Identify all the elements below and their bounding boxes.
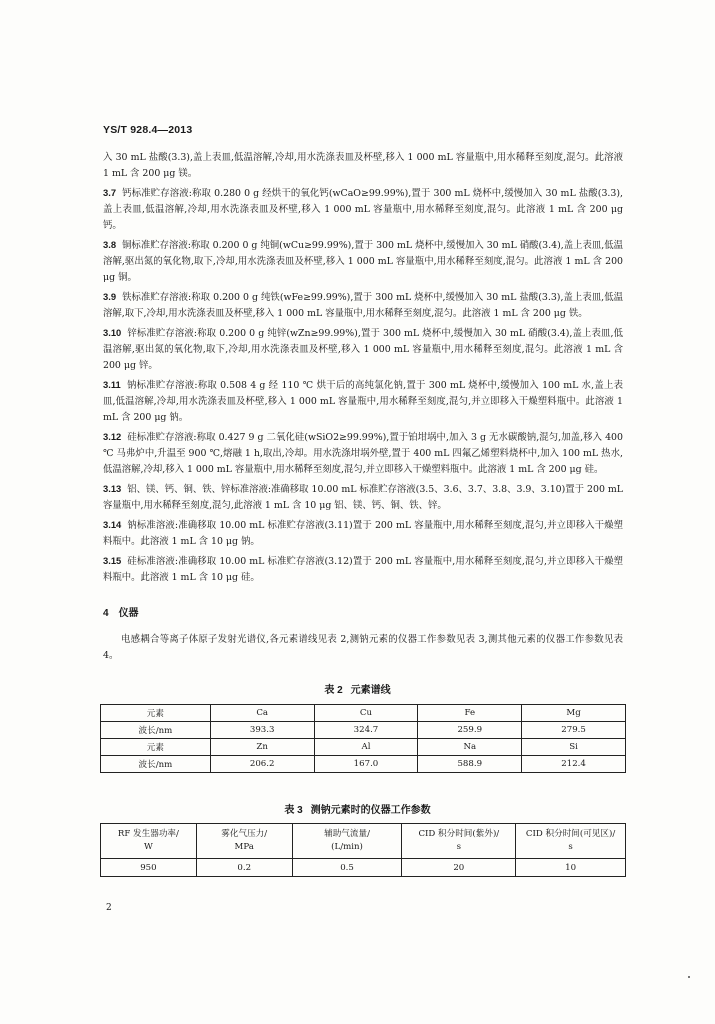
clause-text: 硅标准贮存溶液:称取 0.427 9 g 二氧化硅(wSiO2≥99.99%),置于铂坩埚中,加入 3 g 无水碳酸钠,混匀,加盖,移入 400 ℃ 马弗炉中,升温至 900 ℃,熔融 1 h,取出,冷却。用水洗涤坩埚外壁,置于 400 mL 四氟乙烯塑料烧杯中,加入 100 mL 热水,低温溶解,冷却,移入 1 000 mL 容量瓶中,用水稀释至刻度,混匀,并立即移入干燥塑料瓶中。此溶液 1 mL 含 200 μg 硅。	[103, 432, 623, 475]
table2-caption-number: 表 2	[324, 685, 343, 696]
column-header	[516, 824, 626, 859]
page-number: 2	[106, 903, 112, 913]
clause-text: 钙标准贮存溶液:称取 0.280 0 g 经烘干的氧化钙(wCaO≥99.99%),置于 300 mL 烧杯中,缓慢加入 30 mL 盐酸(3.3),盖上表皿,低温溶解,冷却,用水洗涤表皿及杯壁,移入 1 000 mL 容量瓶中,用水稀释至刻度,混匀。此溶液 1 mL 含 200 μg 钙。	[103, 188, 623, 231]
header-line: CID 积分时间(可见区)/	[525, 829, 616, 839]
table-cell: 20	[402, 859, 516, 877]
header-line: 辅助气流量/	[324, 829, 370, 839]
paragraph	[103, 553, 623, 586]
table-cell: 393.3	[210, 722, 314, 739]
table2-caption-title: 元素谱线	[350, 685, 391, 696]
header-line: (L/min)	[331, 842, 363, 852]
clause-text: 锌标准贮存溶液:称取 0.200 0 g 纯锌(wZn≥99.99%),置于 300 mL 烧杯中,缓慢加入 30 mL 硝酸(3.4),盖上表皿,低温溶解,驱出氮的氧化物,取下,冷却,用水洗涤表皿及杯壁,移入 1 000 mL 容量瓶中,用水稀释至刻度,混匀。此溶液 1 mL 含 200 μg 锌。	[103, 328, 623, 371]
header-line: CID 积分时间(紫外)/	[418, 829, 500, 839]
clause-text: 入 30 mL 盐酸(3.3),盖上表皿,低温溶解,冷却,用水洗涤表皿及杯壁,移入 1 000 mL 容量瓶中,用水稀释至刻度,混匀。此溶液 1 mL 含 200 μg 镁。	[103, 152, 623, 179]
clause-text: 铁标准贮存溶液:称取 0.200 0 g 纯铁(wFe≥99.99%),置于 300 mL 烧杯中,缓慢加入 30 mL 盐酸(3.3),盖上表皿,低温溶解,取下,冷却,用水洗涤表皿及杯壁,移入 1 000 mL 容量瓶中,用水稀释至刻度,混匀。此溶液 1 mL 含 200 μg 铁。	[103, 292, 623, 319]
scan-speck	[688, 976, 690, 978]
column-header	[101, 824, 197, 859]
table-cell: 588.9	[418, 756, 522, 773]
header-line: s	[456, 842, 462, 852]
row-header-cell: 波长/nm	[101, 756, 211, 773]
clause-text: 铜标准贮存溶液:称取 0.200 0 g 纯铜(wCu≥99.99%),置于 300 mL 烧杯中,缓慢加入 30 mL 硝酸(3.4),盖上表皿,低温溶解,驱出氮的氧化物,取下,冷却,用水洗涤表皿及杯壁,移入 1 000 mL 容量瓶中,用水稀释至刻度,混匀。此溶液 1 mL 含 200 μg 铜。	[103, 240, 623, 283]
column-header	[292, 824, 402, 859]
clause-number: 3.13	[103, 483, 122, 494]
table-cell: 324.7	[314, 722, 418, 739]
paragraph	[103, 517, 623, 550]
paragraph	[103, 325, 623, 374]
table-cell: 279.5	[522, 722, 626, 739]
clause-number: 3.15	[103, 555, 122, 566]
paragraph	[103, 377, 623, 426]
header-line: W	[143, 842, 153, 852]
table-cell: 206.2	[210, 756, 314, 773]
header-line: 雾化气压力/	[221, 829, 268, 839]
table-row	[101, 739, 626, 756]
table-cell: Si	[522, 739, 626, 756]
table-cell: Cu	[314, 705, 418, 722]
section-number: 4	[103, 608, 109, 619]
table3-caption	[0, 801, 715, 816]
table-cell: Al	[314, 739, 418, 756]
row-header-cell: 波长/nm	[101, 722, 211, 739]
paragraph	[103, 289, 623, 322]
section-heading	[103, 604, 139, 619]
table-row	[101, 722, 626, 739]
table-row	[101, 756, 626, 773]
table-cell: 10	[516, 859, 626, 877]
table3-caption-title: 测钠元素时的仪器工作参数	[310, 805, 431, 816]
clause-number: 3.9	[103, 291, 117, 302]
row-header-cell: 元素	[101, 705, 211, 722]
clause-number: 3.11	[103, 379, 121, 390]
sodium-instrument-parameters-table	[100, 823, 626, 877]
table-cell: 167.0	[314, 756, 418, 773]
header-line: s	[568, 842, 573, 852]
paragraph	[103, 429, 623, 478]
row-header-cell: 元素	[101, 739, 211, 756]
clause-text: 钠标准贮存溶液:称取 0.508 4 g 经 110 ℃ 烘干后的高纯氯化钠,置于 300 mL 烧杯中,缓慢加入 100 mL 水,盖上表皿,低温溶解,冷却,用水洗涤表皿及杯壁,移入 1 000 mL 容量瓶中,用水稀释至刻度,混匀,并立即移入干燥塑料瓶中。此溶液 1 mL 含 200 μg 钠。	[103, 380, 623, 423]
clause-number: 3.7	[103, 187, 117, 198]
paragraph	[103, 237, 623, 286]
table-cell: Fe	[418, 705, 522, 722]
table-cell: 259.9	[418, 722, 522, 739]
table-cell: 0.2	[196, 859, 292, 877]
table-cell: 212.4	[522, 756, 626, 773]
clause-text: 硅标准溶液:准确移取 10.00 mL 标准贮存溶液(3.12)置于 200 mL 容量瓶中,用水稀释至刻度,混匀,并立即移入干燥塑料瓶中。此溶液 1 mL 含 10 μg 硅。	[103, 556, 623, 583]
clause-number: 3.10	[103, 327, 122, 338]
table-cell: Zn	[210, 739, 314, 756]
clause-text: 铝、镁、钙、铜、铁、锌标准溶液:准确移取 10.00 mL 标准贮存溶液(3.5、3.6、3.7、3.8、3.9、3.10)置于 200 mL 容量瓶中,用水稀释至刻度,混匀,此溶液 1 mL 含 10 μg 铝、镁、钙、铜、铁、锌。	[103, 484, 624, 511]
standard-number: YS/T 928.4—2013	[103, 124, 193, 136]
column-header	[196, 824, 292, 859]
table-row	[101, 859, 626, 877]
table-cell: 0.5	[292, 859, 402, 877]
paragraph	[103, 481, 623, 514]
section-title: 仪器	[118, 608, 139, 619]
header-row	[101, 824, 626, 859]
clause-number: 3.8	[103, 239, 117, 250]
column-header	[402, 824, 516, 859]
table-row	[101, 705, 626, 722]
table-cell: Na	[418, 739, 522, 756]
table-cell: 950	[101, 859, 197, 877]
clause-number: 3.14	[103, 519, 122, 530]
element-spectral-lines-table	[100, 704, 626, 773]
body-text	[103, 150, 623, 589]
clause-text: 钠标准溶液:准确移取 10.00 mL 标准贮存溶液(3.11)置于 200 mL 容量瓶中,用水稀释至刻度,混匀,并立即移入干燥塑料瓶中。此溶液 1 mL 含 10 μg 钠。	[103, 520, 623, 547]
paragraph	[103, 185, 623, 234]
table2-caption	[0, 681, 715, 696]
clause-number: 3.12	[103, 431, 122, 442]
table-cell: Mg	[522, 705, 626, 722]
header-line: MPa	[234, 842, 254, 852]
table3-caption-number: 表 3	[284, 805, 303, 816]
table-cell: Ca	[210, 705, 314, 722]
header-line: RF 发生器功率/	[117, 829, 179, 839]
section-intro: 电感耦合等离子体原子发射光谱仪,各元素谱线见表 2,测钠元素的仪器工作参数见表 3,测其他元素的仪器工作参数见表 4。	[103, 634, 623, 661]
paragraph	[103, 150, 623, 182]
